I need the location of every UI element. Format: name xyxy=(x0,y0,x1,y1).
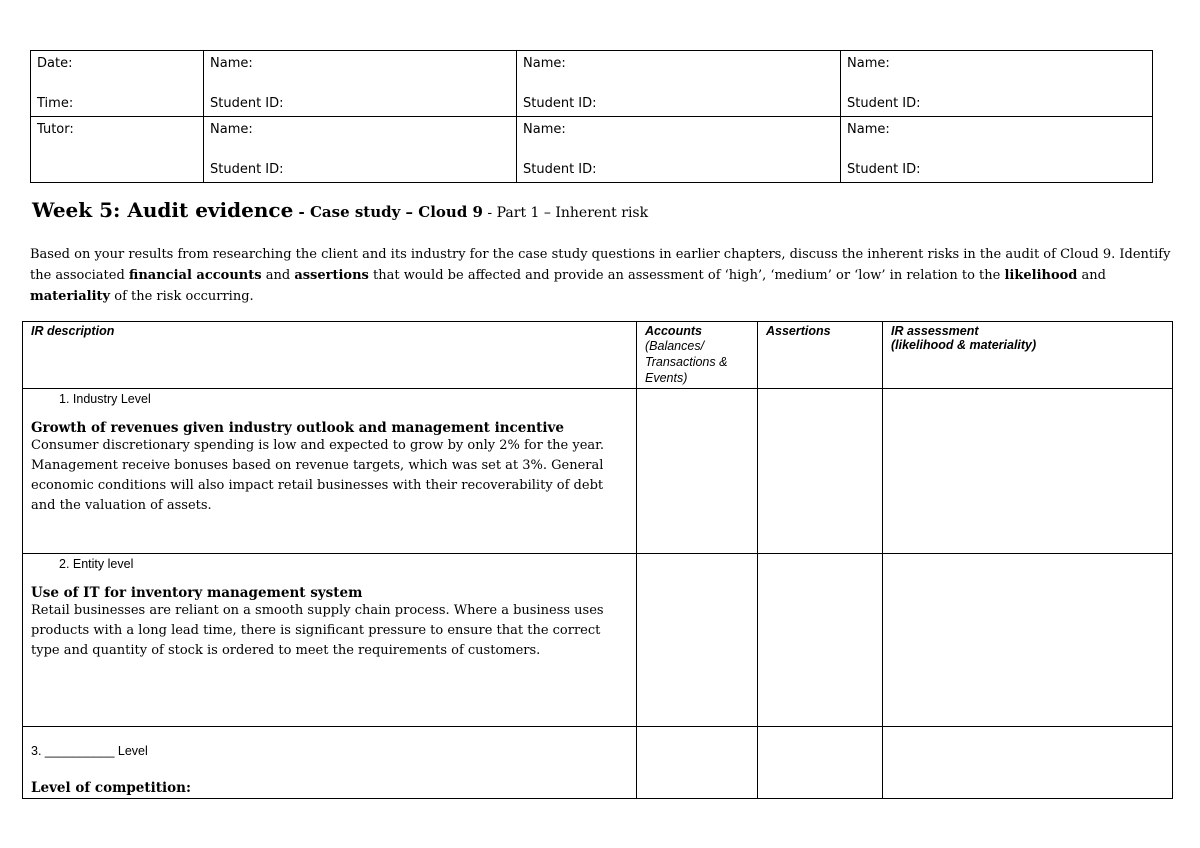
intro-text: and xyxy=(1077,268,1106,283)
student-details-table xyxy=(30,50,1153,183)
accounts-cell[interactable] xyxy=(637,554,758,727)
accounts-cell[interactable] xyxy=(637,389,758,554)
risk-heading: Level of competition: xyxy=(31,780,191,796)
assertions-header xyxy=(758,322,883,389)
table-row xyxy=(23,389,1173,554)
assertions-cell[interactable] xyxy=(758,389,883,554)
student-id-label: Student ID: xyxy=(847,96,921,111)
ir-description-label: IR description xyxy=(31,324,115,338)
risk-heading: Use of IT for inventory management system xyxy=(31,585,363,601)
title-sep: - xyxy=(482,205,497,221)
date-label: Date: xyxy=(37,56,73,71)
student-id-label: Student ID: xyxy=(210,162,284,177)
assertions-cell[interactable] xyxy=(758,727,883,799)
student-id-label: Student ID: xyxy=(523,162,597,177)
ir-assessment-cell[interactable] xyxy=(883,554,1173,727)
date-time-cell xyxy=(31,51,204,117)
time-label: Time: xyxy=(37,96,74,111)
student-id-label: Student ID: xyxy=(523,96,597,111)
name-label: Name: xyxy=(847,56,890,71)
tutor-cell xyxy=(31,117,204,183)
risk-level: 3. __________ Level xyxy=(31,744,148,758)
intro-text: and xyxy=(261,268,295,283)
name-label: Name: xyxy=(210,122,253,137)
risk-level: 2. Entity level xyxy=(59,557,134,571)
instructions-paragraph xyxy=(30,244,1180,307)
tutor-label: Tutor: xyxy=(37,122,74,137)
intro-bold: materiality xyxy=(30,289,111,304)
title-main: Week 5: Audit evidence xyxy=(32,198,294,222)
student-id-label: Student ID: xyxy=(210,96,284,111)
risk-level: 1. Industry Level xyxy=(59,392,151,406)
accounts-label: Accounts xyxy=(645,324,702,338)
title-case: Case study – Cloud 9 xyxy=(309,203,483,221)
table-row xyxy=(23,554,1173,727)
title-sep: - xyxy=(293,203,310,221)
ir-assessment-label: IR assessment xyxy=(891,324,979,338)
ir-assessment-cell[interactable] xyxy=(883,727,1173,799)
student-cell xyxy=(204,117,517,183)
assertions-label: Assertions xyxy=(766,324,831,338)
student-cell xyxy=(517,117,841,183)
risk-description: Retail businesses are reliant on a smooth supply chain process. Where a business uses products with a long lead time, there is significant pressure to ensure that the correct type and quantity of stock is ordered to meet the requirements of customers. xyxy=(31,603,604,658)
ir-assessment-cell[interactable] xyxy=(883,389,1173,554)
assertions-cell[interactable] xyxy=(758,554,883,727)
ir-description-cell xyxy=(23,727,637,799)
accounts-header xyxy=(637,322,758,389)
title-part: Part 1 – Inherent risk xyxy=(496,205,649,221)
student-cell xyxy=(841,117,1153,183)
intro-text: that would be affected and provide an assessment of ‘high’, ‘medium’ or ‘low’ in relation to the xyxy=(368,268,1005,283)
student-cell xyxy=(204,51,517,117)
table-header-row xyxy=(23,322,1173,389)
ir-description-cell xyxy=(23,554,637,727)
table-row xyxy=(23,727,1173,799)
intro-bold: financial accounts xyxy=(128,268,262,283)
student-id-label: Student ID: xyxy=(847,162,921,177)
risk-description: Consumer discretionary spending is low and expected to grow by only 2% for the year. Management receive bonuses based on revenue targets, which was set at 3%. General economic conditions will also impact retail businesses with their recoverability of debt and the valuation of assets. xyxy=(31,438,605,513)
inherent-risk-table xyxy=(22,321,1173,799)
accounts-sublabel: (Balances/ Transactions & Events) xyxy=(645,339,728,385)
ir-description-cell xyxy=(23,389,637,554)
name-label: Name: xyxy=(523,56,566,71)
name-label: Name: xyxy=(847,122,890,137)
intro-bold: assertions xyxy=(294,268,369,283)
student-cell xyxy=(841,51,1153,117)
intro-text: of the risk occurring. xyxy=(110,289,254,304)
intro-bold: likelihood xyxy=(1004,268,1078,283)
ir-assessment-header xyxy=(883,322,1173,389)
details-row-2 xyxy=(31,117,1153,183)
name-label: Name: xyxy=(523,122,566,137)
accounts-cell[interactable] xyxy=(637,727,758,799)
ir-assessment-sublabel: (likelihood & materiality) xyxy=(891,338,1037,352)
risk-heading: Growth of revenues given industry outlook and management incentive xyxy=(31,420,564,436)
student-cell xyxy=(517,51,841,117)
intro-text: Based on your results from researching the client and its industry for the case study questions in earlier chapters, discuss the inherent risks in the audit of Cloud 9. Identify the associated xyxy=(30,247,1171,283)
details-row-1 xyxy=(31,51,1153,117)
page-title xyxy=(32,198,648,222)
name-label: Name: xyxy=(210,56,253,71)
ir-description-header xyxy=(23,322,637,389)
